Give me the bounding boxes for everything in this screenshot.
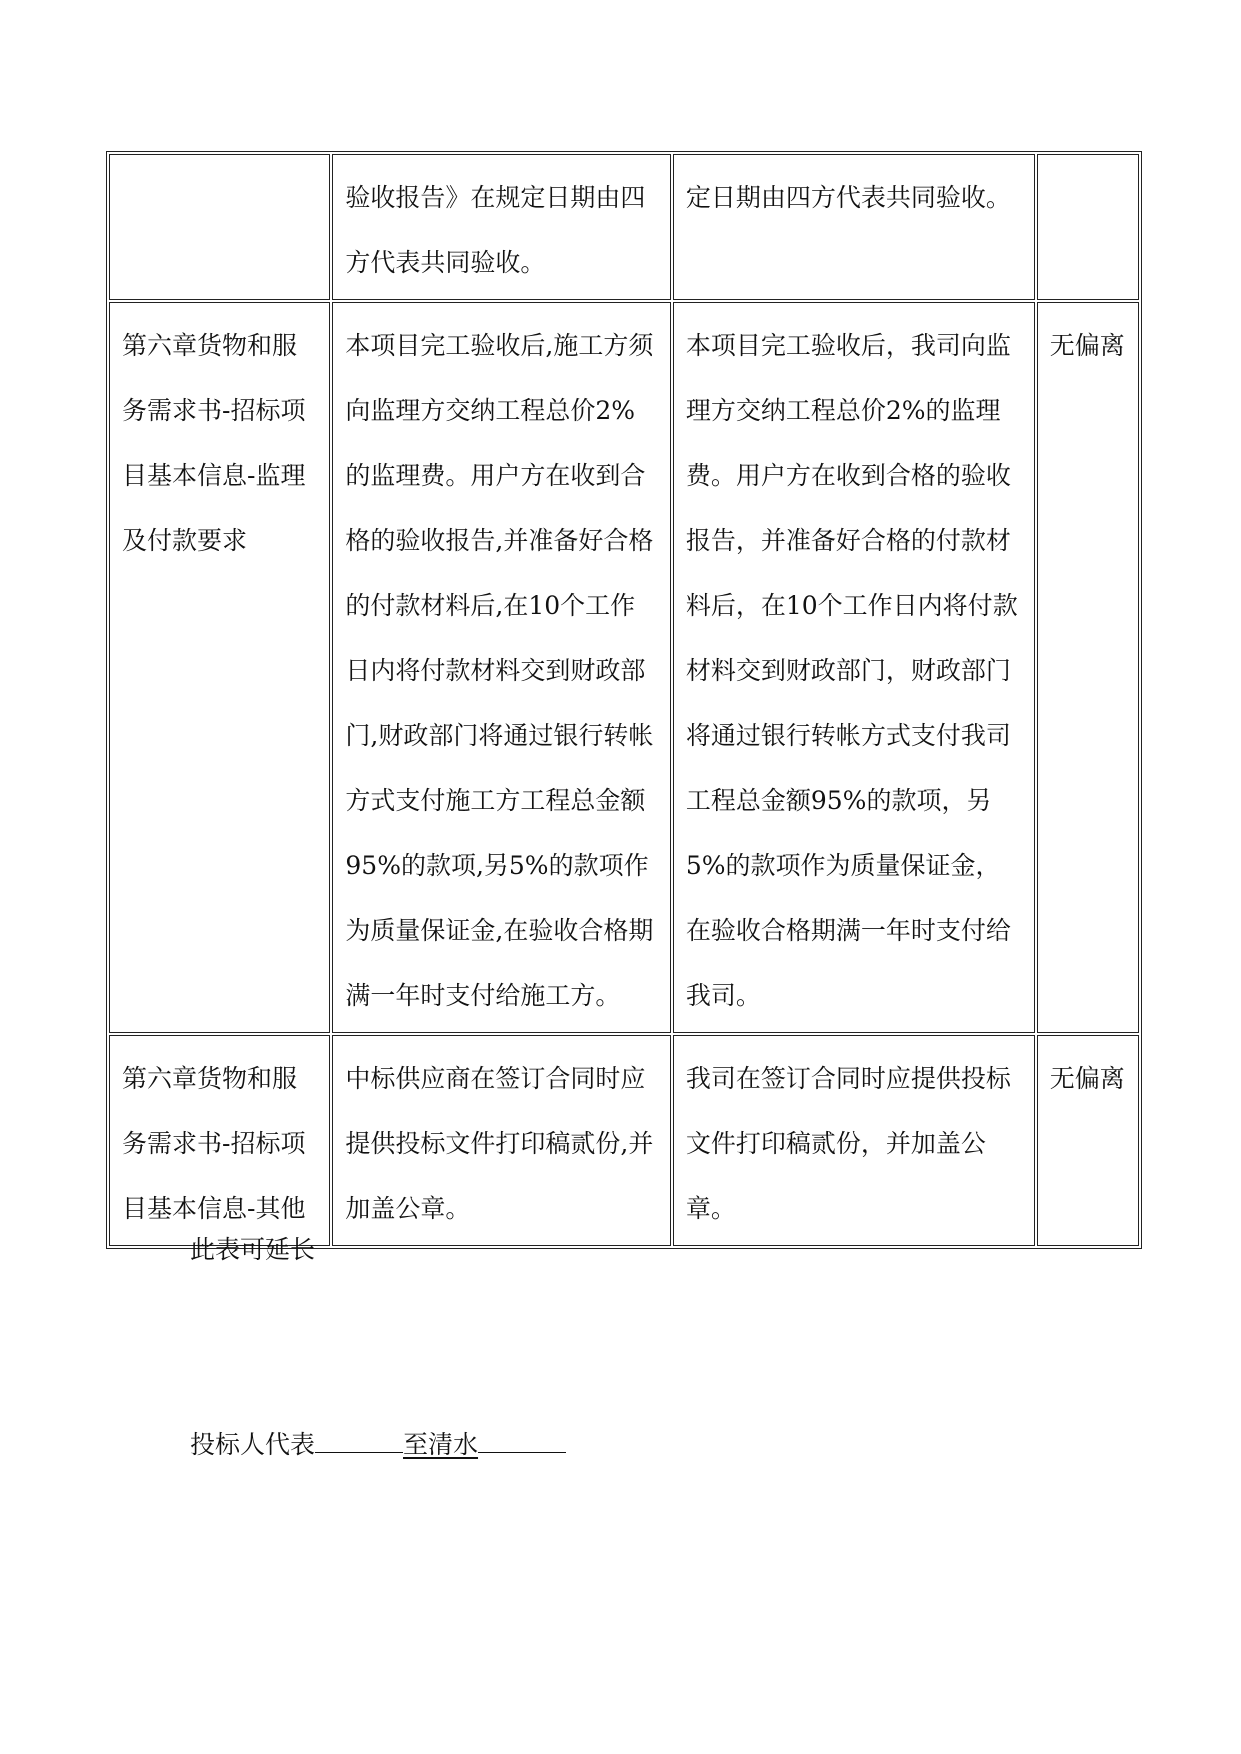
signature-blank-right — [478, 1424, 566, 1453]
cell-requirement: 验收报告》在规定日期由四方代表共同验收。 — [332, 154, 670, 300]
cell-deviation — [1037, 154, 1139, 300]
table-row — [109, 154, 1139, 300]
signature-name: 至清水 — [403, 1430, 479, 1459]
cell-item — [109, 154, 330, 300]
signature-blank-left — [315, 1424, 403, 1453]
cell-deviation: 无偏离 — [1037, 1035, 1139, 1246]
table-row — [109, 302, 1139, 1033]
bidder-signature-line — [190, 1424, 566, 1463]
cell-item: 第六章货物和服务需求书-招标项目基本信息-监理及付款要求 — [109, 302, 330, 1033]
table-extend-note: 此表可延长 — [190, 1235, 316, 1264]
compliance-table — [106, 151, 1142, 1249]
cell-item: 第六章货物和服务需求书-招标项目基本信息-其他 — [109, 1035, 330, 1246]
cell-requirement: 中标供应商在签订合同时应提供投标文件打印稿贰份,并加盖公章。 — [332, 1035, 670, 1246]
cell-response: 本项目完工验收后，我司向监理方交纳工程总价2%的监理费。用户方在收到合格的验收报告，并准备好合格的付款材料后，在10个工作日内将付款材料交到财政部门，财政部门将通过银行转帐方式支付我司工程总金额95%的款项，另5%的款项作为质量保证金，在验收合格期满一年时支付给我司。 — [673, 302, 1035, 1033]
cell-deviation: 无偏离 — [1037, 302, 1139, 1033]
table-row — [109, 1035, 1139, 1246]
cell-response: 定日期由四方代表共同验收。 — [673, 154, 1035, 300]
cell-requirement: 本项目完工验收后,施工方须向监理方交纳工程总价2%的监理费。用户方在收到合格的验收报告,并准备好合格的付款材料后,在10个工作日内将付款材料交到财政部门,财政部门将通过银行转帐方式支付施工方工程总金额95%的款项,另5%的款项作为质量保证金,在验收合格期满一年时支付给施工方。 — [332, 302, 670, 1033]
cell-response: 我司在签订合同时应提供投标文件打印稿贰份，并加盖公章。 — [673, 1035, 1035, 1246]
signature-label: 投标人代表 — [190, 1430, 316, 1459]
